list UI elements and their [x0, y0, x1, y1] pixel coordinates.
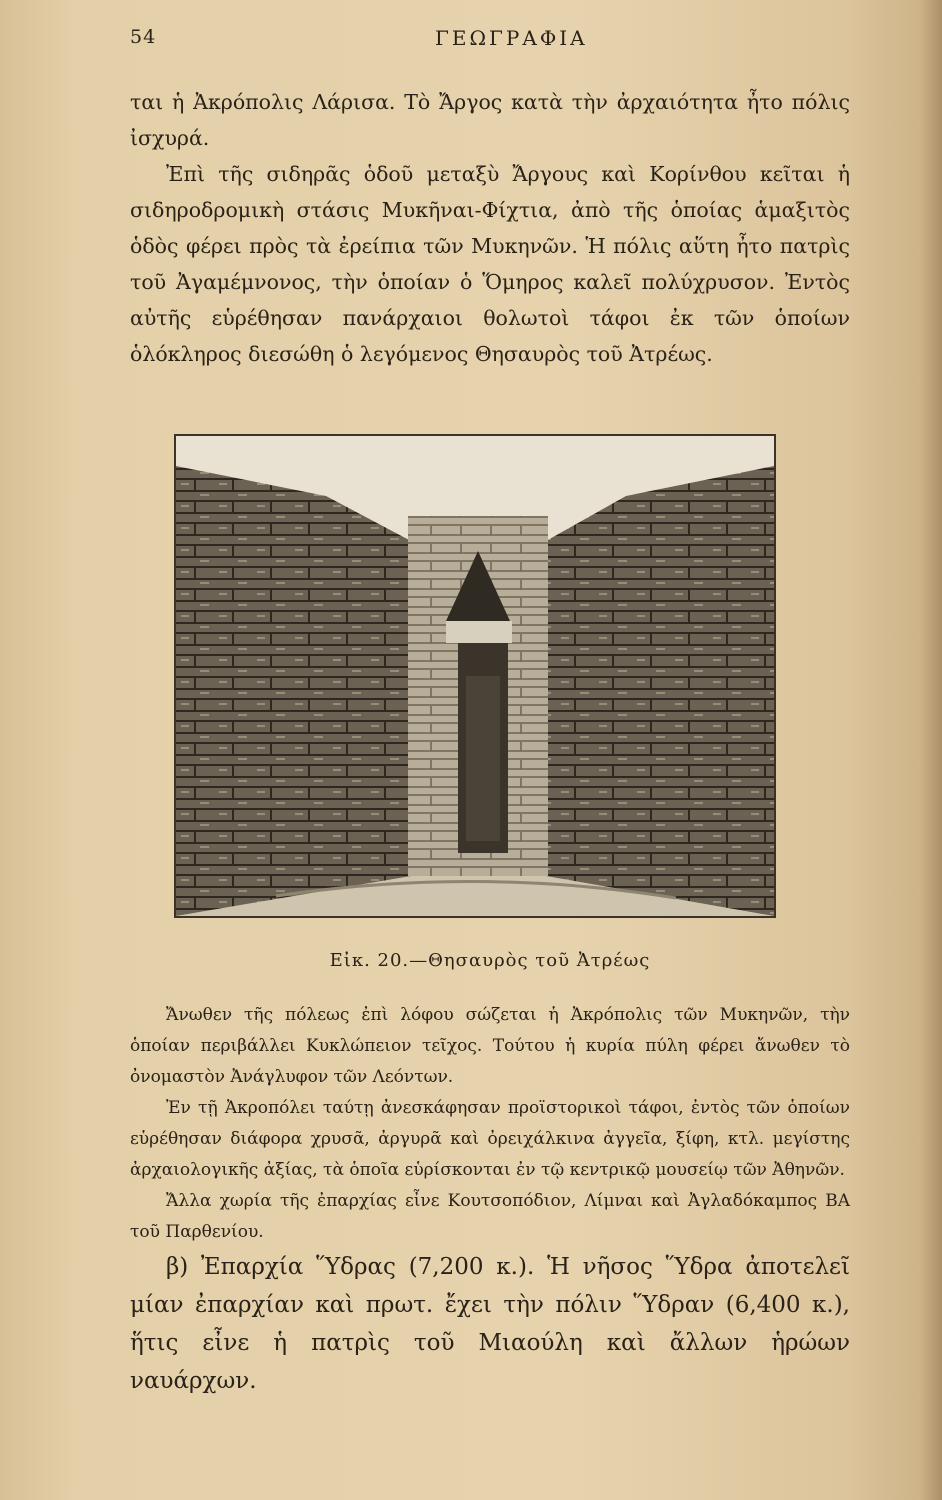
figure-caption: Εἰκ. 20.—Θησαυρὸς τοῦ Ἀτρέως	[329, 950, 651, 971]
bottom-text-block	[130, 1000, 850, 1400]
paragraph-hydra-province: β) Ἐπαρχία Ὕδρας (7,200 κ.). Ἡ νῆσος Ὕδρα ἀποτελεῖ μίαν ἐπαρχίαν καὶ πρωτ. ἔχει τὴν πόλιν Ὕδραν (6,400 κ.), ἥτις εἶνε ἡ πατρὶς τοῦ Μιαούλη καὶ ἄλλων ἡρώων ναυάρχων.	[130, 1254, 850, 1394]
paragraph-continuation: ται ἡ Ἀκρόπολις Λάρισα. Τὸ Ἄργος κατὰ τὴν ἀρχαιότητα ἦτο πόλις ἰσχυρά.	[130, 90, 850, 150]
paragraph-mycenae: Ἐπὶ τῆς σιδηρᾶς ὁδοῦ μεταξὺ Ἄργους καὶ Κορίνθου κεῖται ἡ σιδηροδρομικὴ στάσις Μυκῆναι-Φίχτια, ἀπὸ τῆς ὁποίας ἁμαξιτὸς ὁδὸς φέρει πρὸς τὰ ἐρείπια τῶν Μυκηνῶν. Ἡ πόλις αὕτη ἦτο πατρὶς τοῦ Ἀγαμέμνονος, τὴν ὁποίαν ὁ Ὅμηρος καλεῖ πολύχρυσον. Ἐντὸς αὐτῆς εὑρέθησαν πανάρχαιοι θολωτοὶ τάφοι ἐκ τῶν ὁποίων ὁλόκληρος διεσώθη ὁ λεγόμενος Θησαυρὸς τοῦ Ἀτρέως.	[130, 162, 850, 366]
top-text-block	[130, 84, 850, 372]
paragraph-excavations: Ἐν τῇ Ἀκροπόλει ταύτῃ ἀνεσκάφησαν προϊστορικοὶ τάφοι, ἐντὸς τῶν ὁποίων εὑρέθησαν διάφορα χρυσᾶ, ἀργυρᾶ καὶ ὀρειχάλκινα ἀγγεῖα, ξίφη, κτλ. μεγίστης ἀρχαιολογικῆς ἀξίας, τὰ ὁποῖα εὑρίσκονται ἐν τῷ κεντρικῷ μουσείῳ τῶν Ἀθηνῶν.	[130, 1098, 850, 1180]
figure-photo-treasury-of-atreus	[174, 434, 776, 918]
paragraph-villages: Ἄλλα χωρία τῆς ἐπαρχίας εἶνε Κουτσοπόδιον, Λίμναι καὶ Ἀγλαδόκαμπος ΒΑ τοῦ Παρθενίου.	[130, 1191, 850, 1242]
page-edge-shadow	[920, 0, 942, 1500]
page-header	[130, 26, 850, 56]
running-title: ΓΕΩΓΡΑΦΙΑ	[435, 26, 588, 50]
page-number: 54	[130, 26, 157, 48]
treasury-illustration	[176, 436, 774, 916]
paragraph-acropolis: Ἄνωθεν τῆς πόλεως ἐπὶ λόφου σώζεται ἡ Ἀκρόπολις τῶν Μυκηνῶν, τὴν ὁποίαν περιβάλλει Κυκλώπειον τεῖχος. Τούτου ἡ κυρία πύλη φέρει ἄνωθεν τὸ ὀνομαστὸν Ἀνάγλυφον τῶν Λεόντων.	[130, 1005, 850, 1087]
